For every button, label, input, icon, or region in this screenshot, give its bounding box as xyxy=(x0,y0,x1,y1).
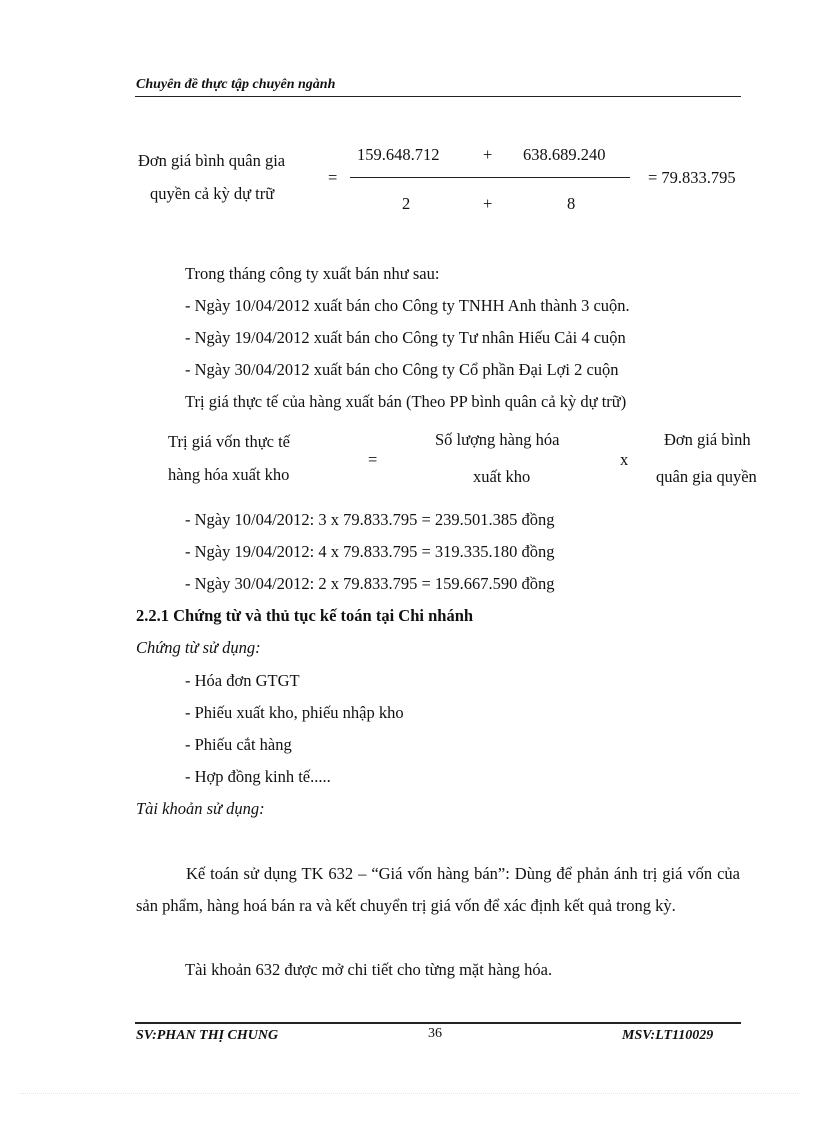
accounts-paragraph-text: Kế toán sử dụng TK 632 – “Giá vốn hàng bán”: Dùng để phản ánh trị giá vốn của sản phẩm, hàng hoá bán ra và kết chuyển trị giá vốn để xác định kết quả trong kỳ. xyxy=(136,864,740,915)
calc-line-3: - Ngày 30/04/2012: 2 x 79.833.795 = 159.667.590 đồng xyxy=(185,574,555,593)
doc-item-3: - Phiếu cắt hàng xyxy=(185,735,292,754)
calc-line-2: - Ngày 19/04/2012: 4 x 79.833.795 = 319.335.180 đồng xyxy=(185,542,555,561)
accounts-paragraph xyxy=(136,858,740,922)
footer-rule xyxy=(135,1022,741,1024)
footer-page-number: 36 xyxy=(428,1026,442,1041)
doc-item-1: - Hóa đơn GTGT xyxy=(185,671,300,690)
formula1-equals: = xyxy=(328,168,338,187)
header-rule xyxy=(135,96,741,97)
footer-msv: MSV:LT110029 xyxy=(622,1028,714,1043)
formula2-equals: = xyxy=(368,450,378,469)
formula2-mid-line1: Số lượng hàng hóa xyxy=(435,430,560,449)
section-heading: 2.2.1 Chứng từ và thủ tục kế toán tại Chi nhánh xyxy=(136,606,474,625)
footer-student: SV:PHAN THỊ CHUNG xyxy=(136,1028,279,1043)
calc-line-1: - Ngày 10/04/2012: 3 x 79.833.795 = 239.501.385 đồng xyxy=(185,510,555,529)
formula2-right-line1: Đơn giá bình xyxy=(664,430,751,449)
docs-title: Chứng từ sử dụng: xyxy=(136,638,261,657)
doc-item-4: - Hợp đồng kinh tế..... xyxy=(185,767,331,786)
formula1-numerator-a: 159.648.712 xyxy=(357,145,440,164)
formula2-left-line2: hàng hóa xuất kho xyxy=(168,465,290,484)
formula1-label-line2: quyền cả kỳ dự trữ xyxy=(150,184,275,203)
formula1-numerator-plus: + xyxy=(483,145,493,164)
formula2-left-line1: Trị giá vốn thực tế xyxy=(168,432,290,451)
formula2-mid-line2: xuất kho xyxy=(473,467,531,486)
accounts-title: Tài khoản sử dụng: xyxy=(136,799,265,818)
sales-item-1: - Ngày 10/04/2012 xuất bán cho Công ty TNHH Anh thành 3 cuộn. xyxy=(185,296,630,315)
formula2-right-line2: quân gia quyền xyxy=(656,467,757,486)
doc-item-2: - Phiếu xuất kho, phiếu nhập kho xyxy=(185,703,404,722)
header-title: Chuyên đề thực tập chuyên ngành xyxy=(136,77,336,92)
sales-value-title: Trị giá thực tế của hàng xuất bán (Theo PP bình quân cả kỳ dự trữ) xyxy=(185,392,627,411)
sales-item-3: - Ngày 30/04/2012 xuất bán cho Công ty Cổ phần Đại Lợi 2 cuộn xyxy=(185,360,619,379)
formula1-result: = 79.833.795 xyxy=(648,168,736,187)
formula1-label-line1: Đơn giá bình quân gia xyxy=(138,151,286,170)
formula1-denominator-plus: + xyxy=(483,194,493,213)
page-edge xyxy=(20,1093,800,1094)
formula1-denominator-b: 8 xyxy=(567,194,576,213)
formula2-times: x xyxy=(620,450,629,469)
formula1-denominator-a: 2 xyxy=(402,194,411,213)
sales-item-2: - Ngày 19/04/2012 xuất bán cho Công ty Tư nhân Hiếu Cải 4 cuộn xyxy=(185,328,626,347)
accounts-paragraph-2: Tài khoản 632 được mở chi tiết cho từng mặt hàng hóa. xyxy=(185,960,553,979)
sales-intro: Trong tháng công ty xuất bán như sau: xyxy=(185,264,440,283)
formula1-fraction-bar xyxy=(350,177,630,178)
formula1-numerator-b: 638.689.240 xyxy=(523,145,606,164)
